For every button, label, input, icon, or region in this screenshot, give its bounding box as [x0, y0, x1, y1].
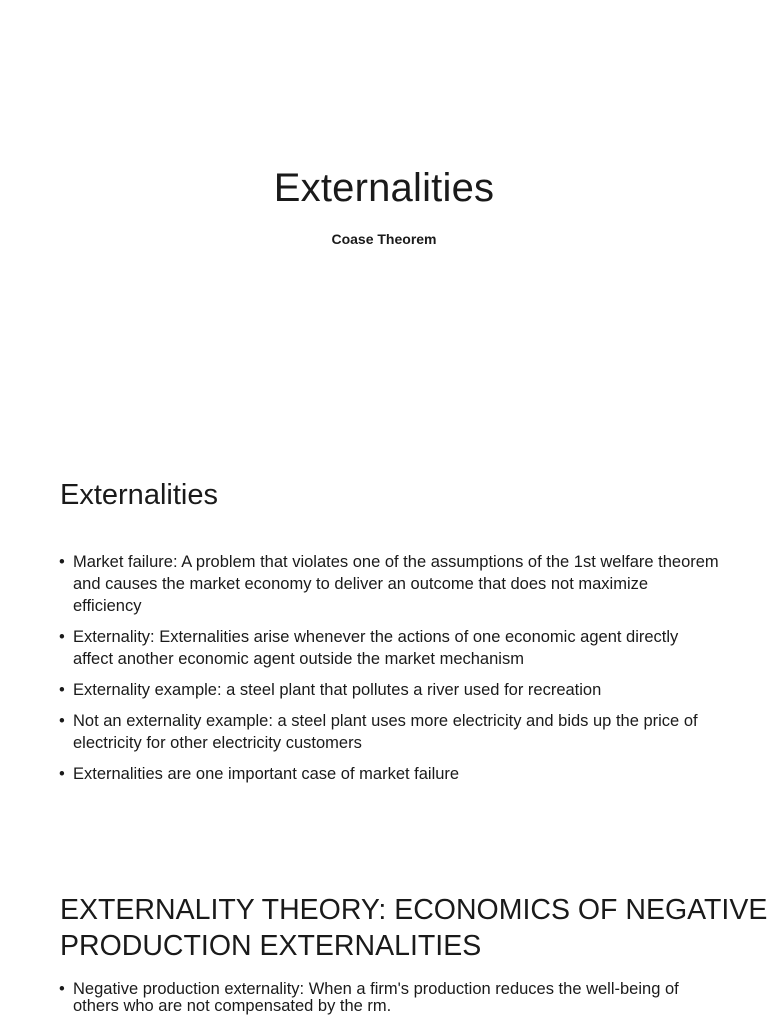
- bullet-item: [59, 626, 719, 670]
- content-slide-negative-externalities: [0, 864, 768, 1024]
- bullet-icon: •: [59, 980, 65, 998]
- bullet-list: [59, 551, 719, 794]
- bullet-text: Market failure: A problem that violates one of the assumptions of the 1st welfare theorem and causes the market economy to deliver an outcome that does not maximize efficiency: [73, 553, 719, 615]
- bullet-text: Externality example: a steel plant that pollutes a river used for recreation: [73, 681, 602, 699]
- bullet-text: Not an externality example: a steel plant uses more electricity and bids up the price of electricity for other electricity customers: [73, 712, 698, 752]
- content-slide-externalities: [0, 432, 768, 864]
- bullet-icon: •: [59, 628, 65, 646]
- bullet-item: [59, 763, 719, 785]
- bullet-icon: •: [59, 765, 65, 783]
- slide-heading: Externalities: [60, 479, 218, 511]
- bullet-icon: •: [59, 712, 65, 730]
- bullet-item: [59, 710, 719, 754]
- title-slide: [0, 0, 768, 432]
- slide-heading: EXTERNALITY THEORY: ECONOMICS OF NEGATIVE PRODUCTION EXTERNALITIES: [60, 894, 768, 962]
- bullet-text: Externalities are one important case of market failure: [73, 765, 460, 783]
- bullet-item: [59, 551, 719, 617]
- bullet-icon: •: [59, 681, 65, 699]
- bullet-icon: •: [59, 553, 65, 571]
- slide-subtitle: Coase Theorem: [331, 231, 437, 247]
- bullet-text: Negative production externality: When a firm's production reduces the well-being of others who are not compensated by the rm.: [73, 980, 679, 1015]
- slide-title: Externalities: [273, 166, 495, 210]
- bullet-item: [59, 981, 719, 1015]
- bullet-list: [59, 981, 719, 1024]
- bullet-item: [59, 679, 719, 701]
- bullet-text: Externality: Externalities arise whenever the actions of one economic agent directly affect another economic agent outside the market mechanism: [73, 628, 679, 668]
